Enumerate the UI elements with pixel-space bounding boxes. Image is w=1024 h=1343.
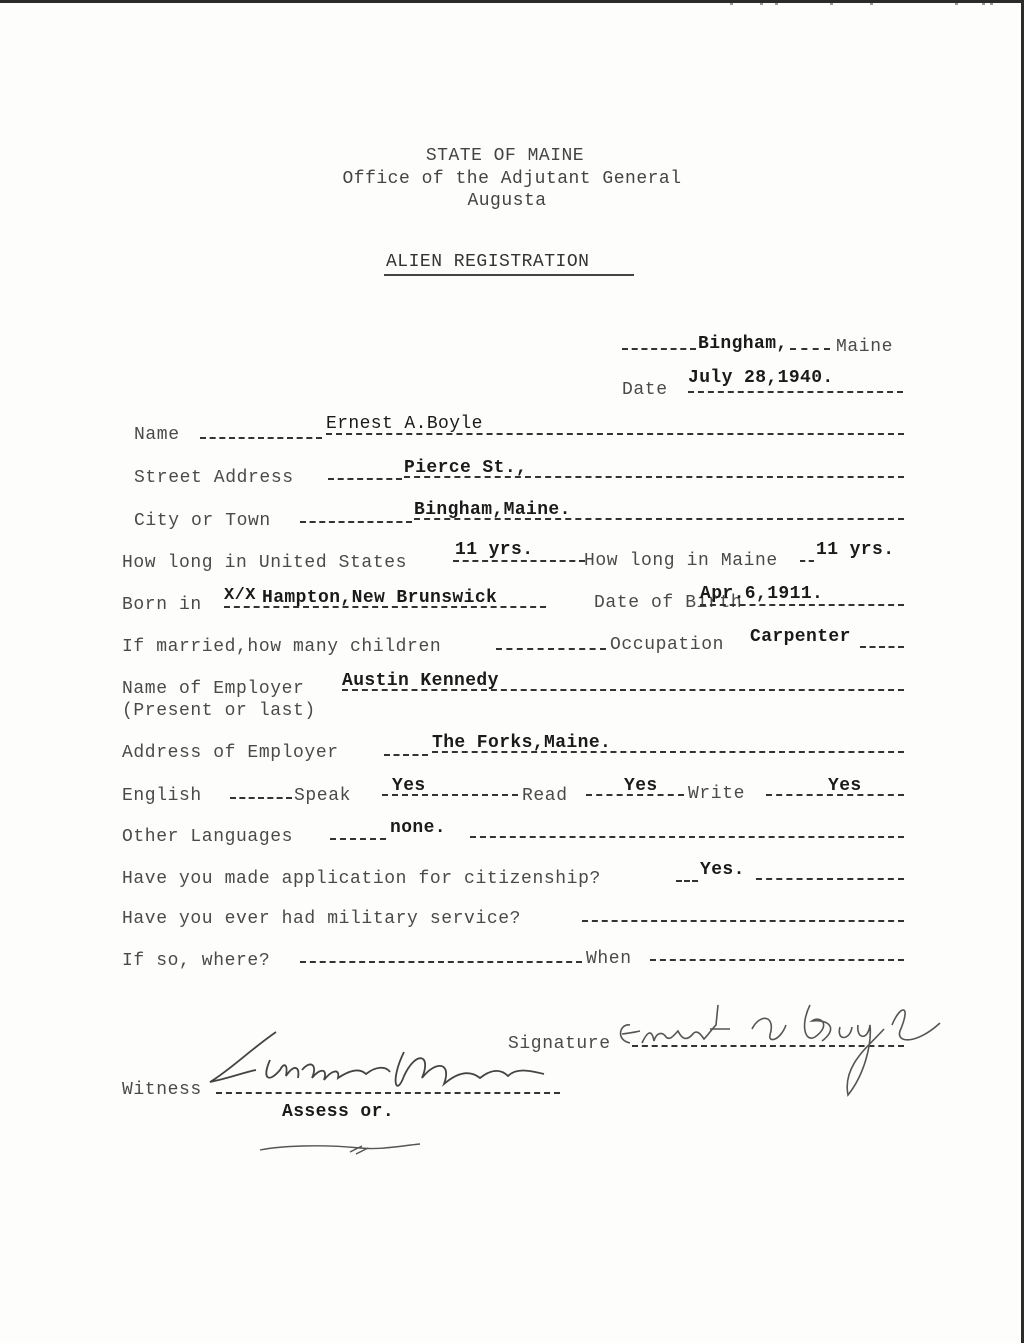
- header-office: Office of the Adjutant General: [342, 169, 682, 189]
- us-years-value: 11 yrs.: [455, 540, 534, 560]
- read-dash: [586, 794, 684, 796]
- other-languages-value: none.: [390, 818, 447, 838]
- street-label: Street Address: [134, 468, 294, 488]
- born-value: Hampton,New Brunswick: [262, 588, 498, 608]
- other-languages-dash-left: [330, 838, 386, 840]
- occupation-value: Carpenter: [750, 627, 851, 647]
- signature-label: Signature: [508, 1034, 611, 1054]
- employer-address-value: The Forks,Maine.: [432, 733, 612, 753]
- speak-value: Yes: [392, 776, 426, 796]
- other-languages-label: Other Languages: [122, 827, 294, 847]
- assessor-title: Assess or.: [282, 1102, 395, 1122]
- military-label: Have you ever had military service?: [122, 909, 522, 929]
- english-label: English: [122, 786, 202, 806]
- read-label: Read: [522, 786, 568, 806]
- citizenship-label: Have you made application for citizenship?: [122, 869, 601, 889]
- employer-dash: [342, 689, 904, 691]
- where-dash: [300, 961, 582, 963]
- born-strikeout: X/X: [224, 586, 256, 605]
- header-city: Augusta: [467, 191, 547, 211]
- place-dash-left: [622, 348, 696, 350]
- place-value: Bingham,: [698, 334, 788, 354]
- speak-label: Speak: [294, 786, 352, 806]
- children-dash: [496, 648, 606, 650]
- name-value: Ernest A.Boyle: [326, 414, 483, 434]
- maine-years-label: How long in Maine: [584, 551, 778, 571]
- born-label: Born in: [122, 595, 202, 615]
- handwritten-signature-witness: [190, 1020, 570, 1110]
- when-dash: [650, 959, 904, 961]
- employer-value: Austin Kennedy: [342, 671, 499, 691]
- city-value: Bingham,Maine.: [414, 500, 571, 520]
- us-years-dash: [453, 560, 585, 562]
- header-state: STATE OF MAINE: [425, 146, 585, 166]
- street-dash-right: [404, 476, 904, 478]
- where-label: If so, where?: [122, 951, 271, 971]
- employer-label: Name of Employer: [122, 679, 305, 699]
- speak-dash: [382, 794, 518, 796]
- street-dash-left: [328, 478, 402, 480]
- witness-label: Witness: [122, 1080, 202, 1100]
- military-dash: [582, 920, 904, 922]
- write-value: Yes: [828, 776, 862, 796]
- pencil-stroke: [250, 1130, 430, 1170]
- citizenship-dash-right: [756, 878, 904, 880]
- write-label: Write: [688, 784, 746, 804]
- maine-years-dash: [800, 560, 814, 562]
- employer-sublabel: (Present or last): [122, 701, 316, 721]
- occupation-dash: [860, 646, 904, 648]
- date-value: July 28,1940.: [688, 368, 834, 388]
- form-title: ALIEN REGISTRATION: [386, 252, 590, 272]
- read-value: Yes: [624, 776, 658, 796]
- occupation-label: Occupation: [610, 635, 725, 655]
- employer-address-label: Address of Employer: [122, 743, 339, 763]
- date-label: Date: [622, 380, 668, 400]
- name-dash-right: [326, 433, 904, 435]
- birth-date-dash: [700, 604, 904, 606]
- write-dash: [766, 794, 904, 796]
- when-label: When: [586, 949, 632, 969]
- maine-years-value: 11 yrs.: [816, 540, 895, 560]
- place-dash-right: [790, 348, 830, 350]
- place-state-label: Maine: [836, 337, 894, 357]
- title-underline: [384, 274, 634, 276]
- street-value: Pierce St.,: [404, 458, 528, 478]
- other-languages-dash-right: [470, 836, 904, 838]
- birth-date-value: Apr.6,1911.: [700, 584, 824, 604]
- scan-specks: [720, 0, 1020, 10]
- children-label: If married,how many children: [122, 637, 442, 657]
- city-dash-left: [300, 521, 412, 523]
- citizenship-value: Yes.: [700, 860, 745, 880]
- employer-address-dash-right: [432, 751, 904, 753]
- birth-date-label: Date of Birth: [594, 593, 743, 613]
- city-label: City or Town: [134, 511, 271, 531]
- name-dash-left: [200, 437, 322, 439]
- handwritten-signature-applicant: [600, 985, 960, 1105]
- born-dash: [224, 606, 546, 608]
- city-dash-right: [414, 518, 904, 520]
- employer-address-dash-left: [384, 754, 428, 756]
- citizenship-dash-left: [676, 880, 698, 882]
- english-dash: [230, 797, 292, 799]
- us-years-label: How long in United States: [122, 553, 408, 573]
- date-dash: [688, 391, 903, 393]
- name-label: Name: [134, 425, 180, 445]
